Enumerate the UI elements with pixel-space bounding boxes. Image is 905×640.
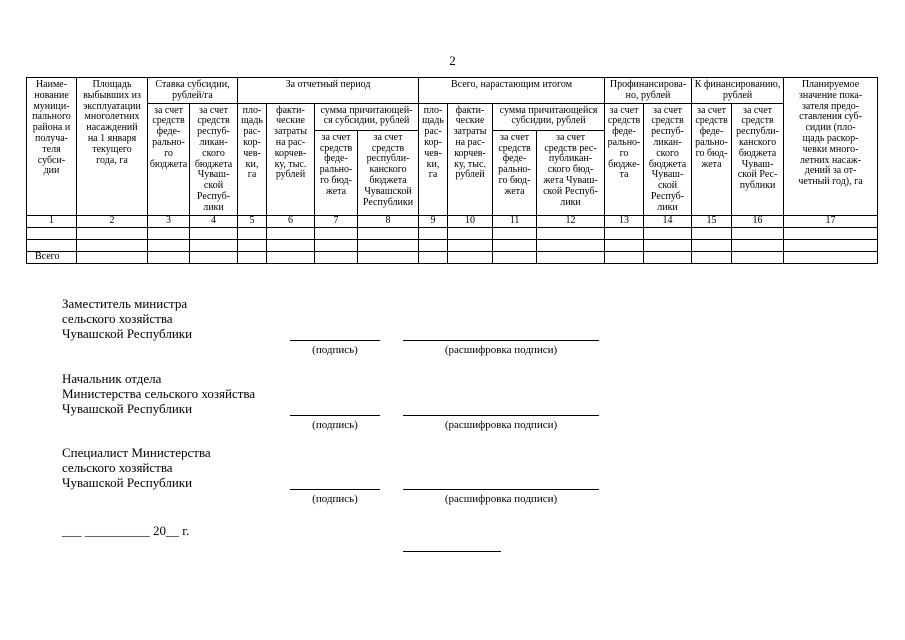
header-period-costs: факти- ческие затраты на рас- корчев- ку, тыс. рублей (267, 103, 315, 215)
signature-caption: (подпись) (312, 493, 358, 505)
column-number: 7 (315, 215, 358, 227)
column-number: 3 (148, 215, 190, 227)
column-number: 6 (267, 215, 315, 227)
signature-block-specialist (62, 445, 905, 505)
header-total-costs: факти- ческие затраты на рас- корчев- ку, тыс. рублей (448, 103, 493, 215)
column-number: 1 (27, 215, 77, 227)
header-period-sum-federal: за счет средств феде- рально- го бюд- жета (315, 130, 358, 215)
signature-decode-caption: (расшифровка подписи) (444, 344, 558, 356)
header-financed: Профинансирова- но, рублей (605, 78, 692, 104)
column-number: 17 (784, 215, 878, 227)
header-retired-area: Площадь выбывших из эксплуатации многолетних насаждений на 1 января текущего года, га (77, 78, 148, 216)
header-municipality: Наиме- нование муници- пального района и получа- теля субси- дии (27, 78, 77, 216)
signature-caption: (подпись) (312, 344, 358, 356)
empty-data-row (27, 227, 878, 239)
header-period-sum-republic: за счет средств республи- канского бюджета Чувашской Республики (358, 130, 419, 215)
header-total-sum-republic: за счет средств рес- публикан- ского бюд- жета Чуваш- ской Респуб- лики (537, 130, 605, 215)
signature-decode-line (403, 340, 599, 341)
column-number: 15 (692, 215, 732, 227)
header-tofinance-federal: за счет средств феде- рально- го бюд- жета (692, 103, 732, 215)
header-total-area: пло- щадь рас- кор- чев- ки, га (419, 103, 448, 215)
signature-line (290, 340, 380, 341)
header-subsidy-rate: Ставка субсидии, рублей/га (148, 78, 238, 104)
total-row (27, 251, 878, 263)
total-label: Всего (27, 251, 77, 263)
signature-decode-line (403, 489, 599, 490)
header-cumulative-total: Всего, нарастающим итогом (419, 78, 605, 104)
page-number: 2 (449, 53, 456, 68)
report-table (26, 77, 878, 264)
signatory-title: Специалист Министерства сельского хозяйства Чувашской Республики (62, 445, 211, 490)
signature-decode-line (403, 415, 599, 416)
column-number-row (27, 215, 878, 227)
header-financed-federal: за счет средств феде- рально- го бюдже- та (605, 103, 644, 215)
header-financed-republic: за счет средств респуб- ликан- ского бюджета Чуваш- ской Респуб- лики (644, 103, 692, 215)
signature-caption: (подпись) (312, 419, 358, 431)
column-number: 5 (238, 215, 267, 227)
signatory-title: Начальник отдела Министерства сельского хозяйства Чувашской Республики (62, 371, 256, 416)
header-period-subsidy-sum: сумма причитающей- ся субсидии, рублей (315, 103, 419, 130)
signature-block-deputy-minister (62, 296, 905, 356)
header-total-sum-federal: за счет средств феде- рально- го бюд- жета (493, 130, 537, 215)
header-to-finance: К финансированию, рублей (692, 78, 784, 104)
signature-line (290, 415, 380, 416)
header-rate-federal: за счет средств феде- рально- го бюджета (148, 103, 190, 215)
header-planned-value: Планируемое значение пока- зателя предо- ставления суб- сидии (пло- щадь раскор- чевки много- летних насаж- дений за от- четный год), га (784, 78, 878, 216)
column-number: 11 (493, 215, 537, 227)
signature-decode-caption: (расшифровка подписи) (444, 419, 558, 431)
signature-line (290, 489, 380, 490)
header-total-subsidy-sum: сумма причитающейся субсидии, рублей (493, 103, 605, 130)
column-number: 4 (190, 215, 238, 227)
column-number: 10 (448, 215, 493, 227)
signatory-title: Заместитель министра сельского хозяйства Чувашской Республики (62, 296, 193, 341)
column-number: 13 (605, 215, 644, 227)
date-line: ___ __________ 20__ г. (62, 523, 190, 538)
column-number: 2 (77, 215, 148, 227)
header-rate-republic: за счет средств респуб- ликан- ского бюджета Чуваш- ской Респуб- лики (190, 103, 238, 215)
column-number: 9 (419, 215, 448, 227)
header-reporting-period: За отчетный период (238, 78, 419, 104)
empty-data-row (27, 239, 878, 251)
column-number: 16 (732, 215, 784, 227)
column-number: 14 (644, 215, 692, 227)
signature-block-department-head (62, 371, 905, 431)
header-tofinance-republic: за счет средств республи- канского бюджета Чуваш- ской Рес- публики (732, 103, 784, 215)
column-number: 8 (358, 215, 419, 227)
footer-rule (403, 551, 501, 552)
column-number: 12 (537, 215, 605, 227)
signature-decode-caption: (расшифровка подписи) (444, 493, 558, 505)
header-period-area: пло- щадь рас- кор- чев- ки, га (238, 103, 267, 215)
